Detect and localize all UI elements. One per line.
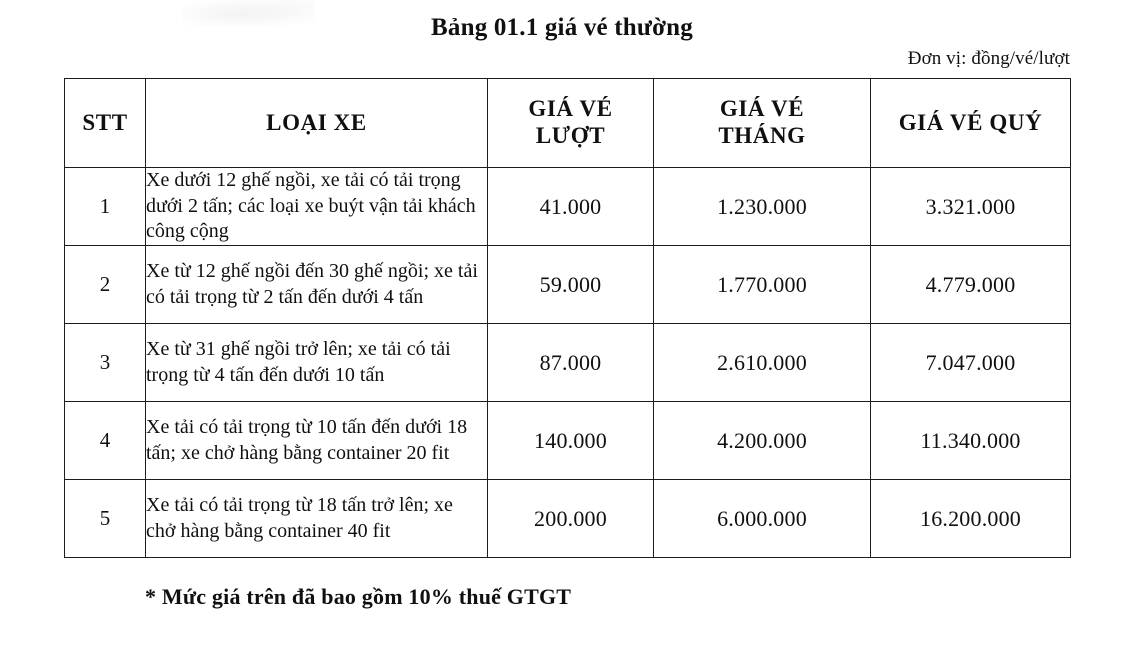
cell-quarterly-price: 16.200.000 (871, 480, 1071, 558)
cell-stt: 1 (65, 168, 146, 246)
cell-monthly-price: 1.230.000 (654, 168, 871, 246)
cell-vehicle-type: Xe tải có tải trọng từ 10 tấn đến dưới 18 tấn; xe chở hàng bằng container 20 fit (146, 402, 488, 480)
cell-quarterly-price: 7.047.000 (871, 324, 1071, 402)
cell-stt: 5 (65, 480, 146, 558)
table-row (65, 324, 1071, 402)
column-header-per-trip-line2: LƯỢT (535, 123, 606, 148)
table-row (65, 480, 1071, 558)
table-row (65, 168, 1071, 246)
price-table (64, 78, 1071, 558)
cell-per-trip-price: 200.000 (488, 480, 654, 558)
cell-per-trip-price: 41.000 (488, 168, 654, 246)
table-row (65, 246, 1071, 324)
cell-stt: 3 (65, 324, 146, 402)
cell-vehicle-type: Xe từ 12 ghế ngồi đến 30 ghế ngồi; xe tải có tải trọng từ 2 tấn đến dưới 4 tấn (146, 246, 488, 324)
cell-monthly-price: 2.610.000 (654, 324, 871, 402)
cell-quarterly-price: 4.779.000 (871, 246, 1071, 324)
column-header-vehicle-type: LOẠI XE (146, 79, 488, 168)
column-header-quarterly: GIÁ VÉ QUÝ (871, 79, 1071, 168)
column-header-monthly-line2: THÁNG (718, 123, 806, 148)
cell-vehicle-type: Xe tải có tải trọng từ 18 tấn trở lên; xe chở hàng bằng container 40 fit (146, 480, 488, 558)
cell-monthly-price: 4.200.000 (654, 402, 871, 480)
column-header-monthly-line1: GIÁ VÉ (719, 96, 805, 122)
price-table-container (64, 78, 1070, 558)
cell-quarterly-price: 3.321.000 (871, 168, 1071, 246)
cell-quarterly-price: 11.340.000 (871, 402, 1071, 480)
column-header-per-trip-line1: GIÁ VÉ (528, 96, 613, 122)
table-header (65, 79, 1071, 168)
cell-vehicle-type: Xe từ 31 ghế ngồi trở lên; xe tải có tải trọng từ 4 tấn đến dưới 10 tấn (146, 324, 488, 402)
cell-stt: 4 (65, 402, 146, 480)
cell-vehicle-type: Xe dưới 12 ghế ngồi, xe tải có tải trọng dưới 2 tấn; các loại xe buýt vận tải khách công cộng (146, 168, 488, 246)
cell-per-trip-price: 87.000 (488, 324, 654, 402)
footnote: * Mức giá trên đã bao gồm 10% thuế GTGT (145, 584, 572, 609)
table-header-row (65, 79, 1071, 168)
column-header-stt: STT (65, 79, 146, 168)
page-title: Bảng 01.1 giá vé thường (431, 14, 693, 41)
cell-per-trip-price: 59.000 (488, 246, 654, 324)
table-row (65, 402, 1071, 480)
column-header-monthly (654, 79, 871, 168)
cell-monthly-price: 6.000.000 (654, 480, 871, 558)
cell-per-trip-price: 140.000 (488, 402, 654, 480)
unit-note: Đơn vị: đồng/vé/lượt (907, 48, 1070, 69)
table-body (65, 168, 1071, 558)
cell-monthly-price: 1.770.000 (654, 246, 871, 324)
column-header-per-trip (488, 79, 654, 168)
cell-stt: 2 (65, 246, 146, 324)
